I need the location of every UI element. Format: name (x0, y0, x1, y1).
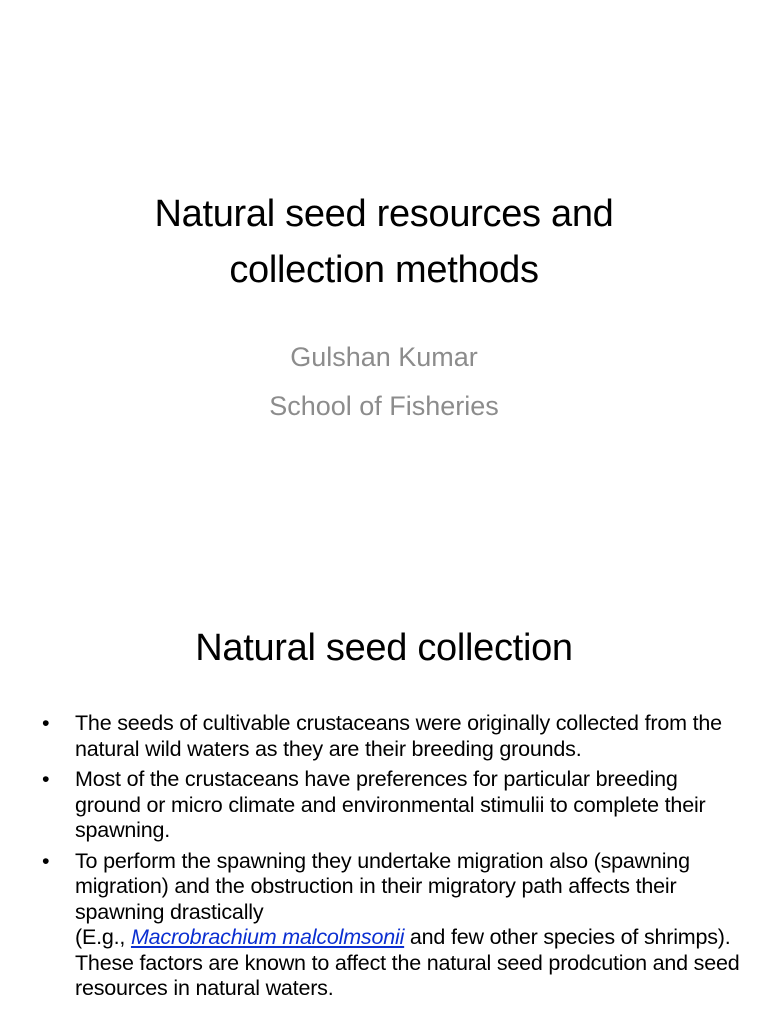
bullet-item (40, 711, 740, 762)
author-name: Gulshan Kumar (290, 342, 478, 372)
presentation-title (40, 186, 728, 298)
title-line-2: collection methods (229, 249, 539, 291)
bullet-text: Most of the crustaceans have preferences for particular breeding ground or micro climate and environmental stimulii to complete their spawning. (75, 767, 706, 842)
author-affiliation: School of Fisheries (269, 391, 499, 421)
title-line-1: Natural seed resources and (154, 193, 614, 235)
bullet-list (40, 711, 740, 1007)
bullet-text: To perform the spawning they undertake migration also (spawning migration) and the obstruction in their migratory path affects their spawning drastically (75, 848, 690, 924)
slide-title: Natural seed collection (195, 627, 573, 669)
bullet-item (40, 849, 740, 1002)
content-slide (0, 576, 768, 1024)
bullet-item (40, 767, 740, 844)
bullet-icon: • (42, 711, 50, 735)
bullet-text-example: (E.g., (75, 925, 131, 949)
presentation-subtitle (40, 333, 728, 431)
bullet-icon: • (42, 848, 50, 873)
bullet-text: The seeds of cultivable crustaceans were originally collected from the natural wild waters as they are their breeding grounds. (75, 711, 722, 761)
bullet-text-continued: and few other species of shrimps). These factors are known to affect the natural seed prodcution and seed resources in natural waters. (75, 925, 740, 1000)
species-link[interactable]: Macrobrachium malcolmsonii (130, 925, 405, 949)
bullet-icon: • (42, 767, 50, 791)
